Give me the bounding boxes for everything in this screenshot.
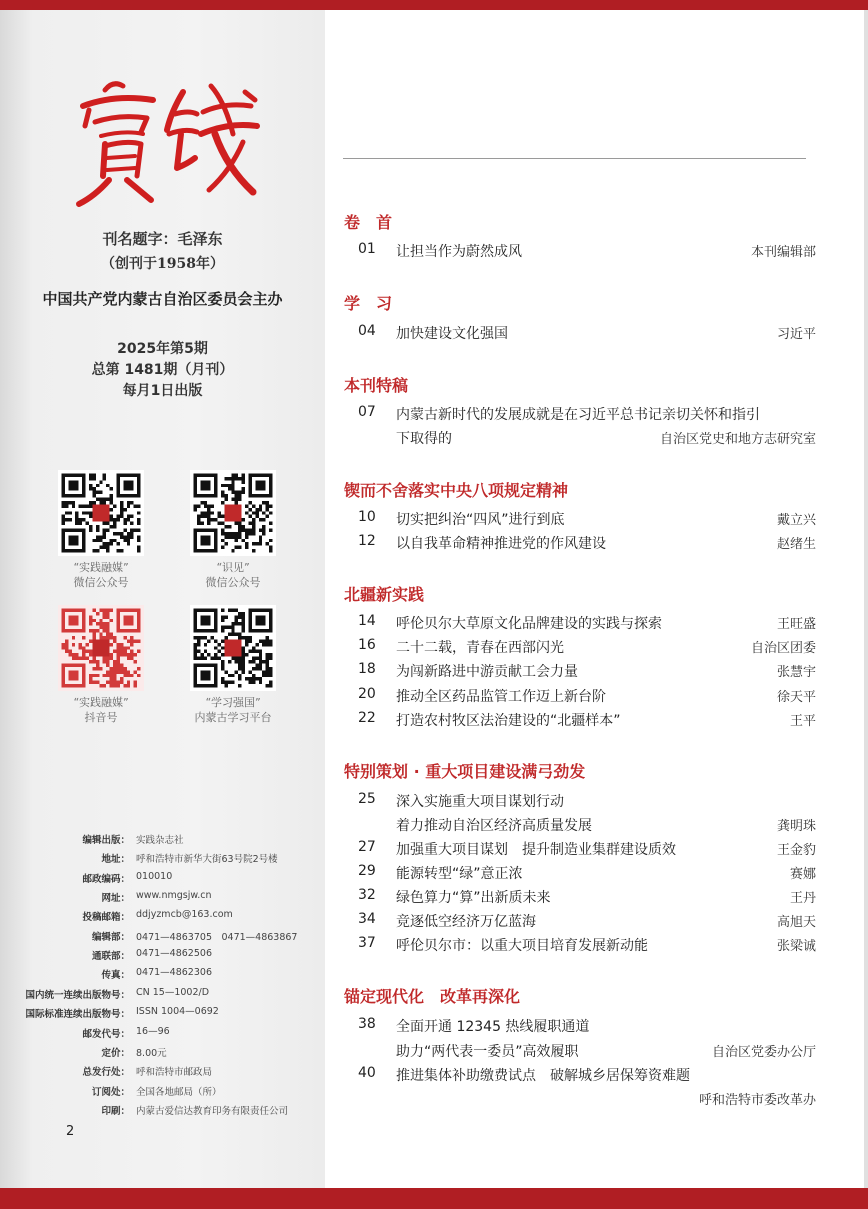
toc-section-title: 卷 首	[344, 213, 393, 232]
qr-code-wechat-shijian-view	[190, 470, 276, 556]
info-row	[0, 890, 325, 908]
info-label: 订阅处：	[91, 1087, 130, 1098]
info-value: ddjyzmcb@163.com	[136, 909, 233, 920]
info-value: 16—96	[136, 1026, 170, 1037]
toc-page-number: 38	[358, 1016, 376, 1032]
toc-entry[interactable]	[358, 661, 816, 683]
qr-caption: “识见” 微信公众号	[205, 561, 261, 589]
sponsor-line: 中国共产党内蒙古自治区委员会主办	[42, 290, 283, 308]
info-label: 地址：	[101, 854, 130, 865]
info-row	[0, 987, 325, 1005]
toc-article-title: 呼伦贝尔市：以重大项目培育发展新动能	[396, 938, 648, 954]
toc-entry[interactable]	[358, 887, 816, 909]
info-value: 呼和浩特市邮政局	[136, 1067, 213, 1078]
toc-page-number: 32	[358, 887, 376, 903]
info-row	[0, 832, 325, 850]
publish-schedule: 每月1日出版	[122, 383, 203, 399]
masthead-calligraphy-logo	[65, 72, 265, 212]
toc-entry[interactable]	[358, 241, 816, 263]
qr-code-xuexi-qiangguo	[190, 605, 276, 691]
toc-article-title: 内蒙古新时代的发展成就是在习近平总书记亲切关怀和指引	[396, 407, 760, 423]
toc-section-title: 学 习	[344, 294, 393, 313]
info-row	[0, 1103, 325, 1121]
info-row	[0, 1026, 325, 1044]
info-label: 投稿邮箱：	[82, 912, 130, 923]
bottom-red-bar	[0, 1188, 868, 1209]
title-calligraphy-credit: 刊名题字：毛泽东	[102, 230, 223, 248]
toc-article-title: 全面开通 12345 热线履职通道	[396, 1019, 590, 1035]
info-row	[0, 1045, 325, 1063]
toc-page-number: 16	[358, 637, 376, 653]
issue-info	[0, 339, 325, 402]
info-value: 0471—4862506	[136, 948, 212, 959]
toc-article-title: 推进集体补助缴费试点 破解城乡居保筹资难题	[396, 1068, 690, 1084]
toc-page-number: 34	[358, 911, 376, 927]
info-row	[0, 1084, 325, 1102]
toc-article-title: 能源转型“绿”意正浓	[396, 866, 523, 882]
info-value: 010010	[136, 871, 173, 882]
toc-article-title: 加快建设文化强国	[396, 326, 508, 342]
toc-article-title: 着力推动自治区经济高质量发展	[396, 818, 592, 834]
info-row	[0, 929, 325, 947]
toc-page-number: 14	[358, 613, 376, 629]
toc-entry[interactable]	[358, 686, 816, 708]
info-row	[0, 948, 325, 966]
info-label: 编辑出版：	[82, 835, 130, 846]
info-value: 0471—4862306	[136, 967, 212, 978]
toc-page-number: 07	[358, 404, 376, 420]
toc-page-number: 37	[358, 935, 376, 951]
toc-entry[interactable]	[358, 404, 816, 426]
page-number: 2	[66, 1124, 75, 1139]
toc-entry[interactable]	[358, 1041, 816, 1063]
info-label: 传真：	[101, 970, 130, 981]
toc-article-title: 二十二载，青春在西部闪光	[396, 640, 564, 656]
info-value: 8.00元	[136, 1048, 167, 1059]
toc-author: 本刊编辑部	[750, 245, 816, 260]
qr-code-wechat-shijian	[58, 470, 144, 556]
toc-entry[interactable]	[358, 815, 816, 837]
info-row	[0, 967, 325, 985]
qr-caption: “学习强国” 内蒙古学习平台	[194, 696, 272, 724]
toc-author: 王旺盛	[776, 617, 816, 632]
toc-page-number: 29	[358, 863, 376, 879]
info-value: 0471—4863705 0471—4863867	[136, 932, 298, 943]
toc-entry[interactable]	[358, 935, 816, 957]
toc-author: 赛娜	[789, 867, 816, 882]
founded-year: （创刊于1958年）	[101, 256, 224, 272]
toc-author: 呼和浩特市委改革办	[698, 1093, 816, 1108]
info-label: 邮政编码：	[82, 874, 130, 885]
toc-author: 张慧宇	[776, 665, 816, 680]
issue-number: 2025年第5期	[117, 341, 208, 357]
toc-entry[interactable]	[358, 533, 816, 555]
toc-entry[interactable]	[358, 428, 816, 450]
toc-page-number: 10	[358, 509, 376, 525]
toc-page-number: 18	[358, 661, 376, 677]
toc-entry[interactable]	[358, 613, 816, 635]
info-value: 全国各地邮局（所）	[136, 1087, 222, 1098]
toc-author: 龚明珠	[776, 819, 816, 834]
info-row	[0, 871, 325, 889]
info-label: 编辑部：	[91, 932, 130, 943]
info-label: 网址：	[101, 893, 130, 904]
info-row	[0, 1064, 325, 1082]
info-value: 呼和浩特市新华大街63号院2号楼	[136, 854, 278, 865]
info-row	[0, 851, 325, 869]
toc-author: 自治区党委办公厅	[711, 1045, 816, 1060]
toc-section-title: 特别策划 · 重大项目建设满弓劲发	[344, 762, 586, 781]
info-row	[0, 1006, 325, 1024]
toc-article-title: 深入实施重大项目谋划行动	[396, 794, 564, 810]
toc-author: 自治区团委	[750, 641, 816, 656]
info-row	[0, 909, 325, 927]
toc-article-title: 助力“两代表一委员”高效履职	[396, 1044, 579, 1060]
toc-entry[interactable]	[358, 710, 816, 732]
toc-article-title: 推动全区药品监管工作迈上新台阶	[396, 689, 606, 705]
toc-entry[interactable]	[358, 1065, 816, 1087]
toc-article-title: 绿色算力“算”出新质未来	[396, 890, 551, 906]
toc-author: 自治区党史和地方志研究室	[659, 432, 816, 447]
toc-page-number: 04	[358, 323, 376, 339]
toc-article-title: 以自我革命精神推进党的作风建设	[396, 536, 606, 552]
toc-section-title: 本刊特稿	[344, 376, 409, 395]
toc-entry[interactable]	[358, 1089, 816, 1111]
toc-author: 赵绪生	[776, 537, 816, 552]
toc-article-title: 为闯新路进中游贡献工会力量	[396, 664, 578, 680]
info-label: 国际标准连续出版物号：	[25, 1009, 130, 1020]
toc-article-title: 竞逐低空经济万亿蓝海	[396, 914, 536, 930]
qr-caption: “实践融媒” 微信公众号	[73, 561, 129, 589]
toc-article-title: 下取得的	[396, 431, 452, 447]
toc-article-title: 打造农村牧区法治建设的“北疆样本”	[396, 713, 621, 729]
toc-page-number: 40	[358, 1065, 376, 1081]
toc-article-title: 让担当作为蔚然成风	[396, 244, 522, 260]
toc-page-number: 27	[358, 839, 376, 855]
toc-page-number: 12	[358, 533, 376, 549]
toc-author: 张梁诚	[776, 939, 816, 954]
toc-article-title: 加强重大项目谋划 提升制造业集群建设质效	[396, 842, 676, 858]
toc-entry[interactable]	[358, 1016, 816, 1038]
info-value: 内蒙古爱信达教育印务有限责任公司	[136, 1106, 289, 1117]
toc-entry[interactable]	[358, 509, 816, 531]
toc-author: 王丹	[789, 891, 816, 906]
total-issue-number: 总第 1481期（月刊）	[91, 362, 234, 378]
top-red-bar	[0, 0, 868, 10]
toc-section-title: 北疆新实践	[344, 585, 425, 604]
info-label: 总发行处：	[82, 1067, 130, 1078]
toc-article-title: 呼伦贝尔大草原文化品牌建设的实践与探索	[396, 616, 662, 632]
toc-entry[interactable]	[358, 637, 816, 659]
info-value: 实践杂志社	[136, 835, 184, 846]
toc-section-title: 锲而不舍落实中央八项规定精神	[344, 481, 569, 500]
toc-author: 高旭天	[776, 915, 816, 930]
qr-code-douyin	[58, 605, 144, 691]
page-edge	[864, 10, 868, 1188]
qr-caption: “实践融媒” 抖音号	[73, 696, 129, 724]
toc-author: 戴立兴	[776, 513, 816, 528]
toc-page-number: 20	[358, 686, 376, 702]
toc-page-number: 01	[358, 241, 376, 257]
info-label: 通联部：	[91, 951, 130, 962]
toc-page-number: 25	[358, 791, 376, 807]
toc-author: 王金豹	[776, 843, 816, 858]
info-label: 定价：	[101, 1048, 130, 1059]
toc-author: 王平	[789, 714, 816, 729]
info-value: ISSN 1004—0692	[136, 1006, 219, 1017]
toc-entry[interactable]	[358, 911, 816, 933]
info-value: www.nmgsjw.cn	[136, 890, 212, 901]
toc-entry[interactable]	[358, 791, 816, 813]
toc-entry[interactable]	[358, 863, 816, 885]
info-label: 国内统一连续出版物号：	[25, 990, 130, 1001]
toc-author: 徐天平	[776, 690, 816, 705]
toc-article-title: 切实把纠治“四风”进行到底	[396, 512, 565, 528]
toc-page-number: 22	[358, 710, 376, 726]
toc-author: 习近平	[776, 327, 816, 342]
toc-entry[interactable]	[358, 323, 816, 345]
info-label: 印刷：	[101, 1106, 130, 1117]
info-value: CN 15—1002/D	[136, 987, 210, 998]
toc-entry[interactable]	[358, 839, 816, 861]
info-label: 邮发代号：	[82, 1029, 130, 1040]
toc-section-title: 锚定现代化 改革再深化	[344, 987, 521, 1006]
toc-divider	[343, 158, 806, 159]
